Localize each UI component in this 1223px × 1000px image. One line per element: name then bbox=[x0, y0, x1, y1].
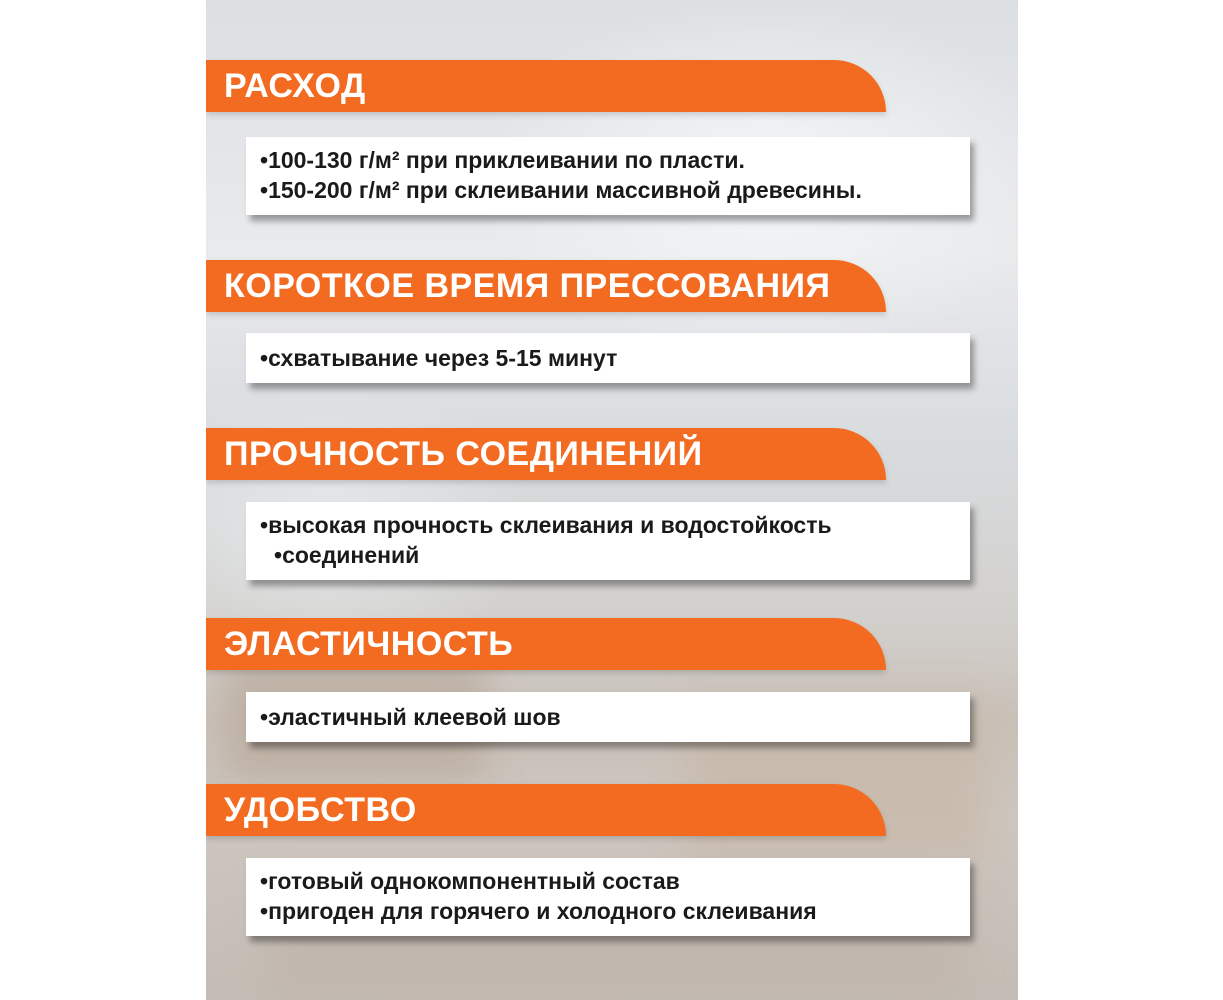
section-header-pressing-time bbox=[206, 260, 886, 312]
poster bbox=[206, 0, 1018, 1000]
list-item: • 100-130 г/м² при приклеивании по пласти. bbox=[260, 145, 956, 175]
section-title: ЭЛАСТИЧНОСТЬ bbox=[224, 624, 514, 663]
list-item: • соединений bbox=[260, 540, 956, 570]
section-header-joint-strength bbox=[206, 428, 886, 480]
list-item: • 150-200 г/м² при склеивании массивной древесины. bbox=[260, 175, 956, 205]
section-title: РАСХОД bbox=[224, 66, 366, 105]
section-header-consumption bbox=[206, 60, 886, 112]
section-card-consumption bbox=[246, 137, 970, 215]
list-item: • пригоден для горячего и холодного склеивания bbox=[260, 896, 956, 926]
list-item: • готовый однокомпонентный состав bbox=[260, 866, 956, 896]
section-header-elasticity bbox=[206, 618, 886, 670]
section-card-elasticity bbox=[246, 692, 970, 742]
list-item: • эластичный клеевой шов bbox=[260, 702, 956, 732]
section-card-convenience bbox=[246, 858, 970, 936]
list-item: • схватывание через 5-15 минут bbox=[260, 343, 956, 373]
section-card-pressing-time bbox=[246, 333, 970, 383]
list-item: • высокая прочность склеивания и водостойкость bbox=[260, 510, 956, 540]
section-header-convenience bbox=[206, 784, 886, 836]
section-title: КОРОТКОЕ ВРЕМЯ ПРЕССОВАНИЯ bbox=[224, 266, 831, 305]
section-card-joint-strength bbox=[246, 502, 970, 580]
section-title: УДОБСТВО bbox=[224, 790, 417, 829]
section-title: ПРОЧНОСТЬ СОЕДИНЕНИЙ bbox=[224, 434, 703, 473]
